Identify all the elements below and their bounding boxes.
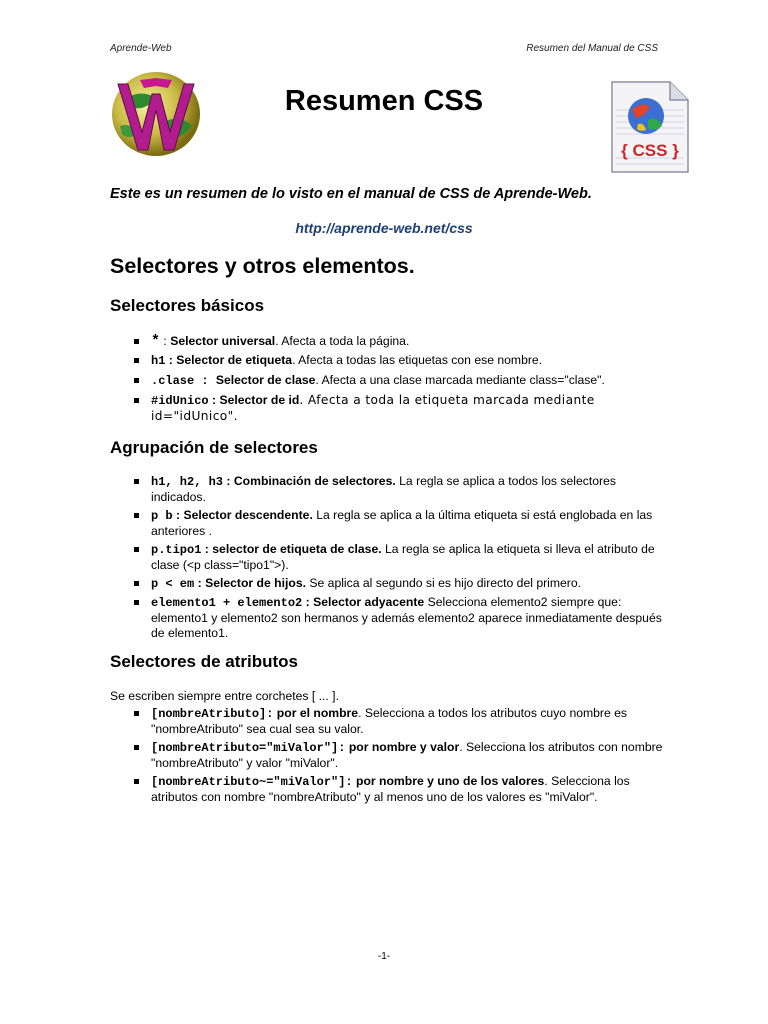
bullet-icon (134, 358, 139, 363)
bullet-icon (134, 339, 139, 344)
header-right: Resumen del Manual de CSS (526, 43, 658, 54)
bullet-icon (134, 711, 139, 716)
list-item: * : Selector universal. Afecta a toda la página. (110, 334, 670, 349)
atributos-intro: Se escriben siempre entre corchetes [ ... ]. (110, 689, 339, 703)
list-item: #idUnico : Selector de id. Afecta a toda la etiqueta marcada mediante id="idUnico". (110, 393, 670, 424)
list-item: h1 : Selector de etiqueta. Afecta a todas las etiquetas con ese nombre. (110, 353, 670, 369)
page-title: Resumen CSS (284, 85, 484, 117)
bullet-icon (134, 547, 139, 552)
list-agrupacion (110, 474, 670, 641)
list-item: p b : Selector descendente. La regla se aplica a la última etiqueta si está englobada en las anteriores . (110, 508, 670, 539)
heading-agrupacion: Agrupación de selectores (110, 438, 318, 457)
list-item: p.tipo1 : selector de etiqueta de clase. La regla se aplica la etiqueta si lleva el atributo de clase (<p class="tipo1">). (110, 542, 670, 573)
bullet-icon (134, 479, 139, 484)
list-basicos (110, 334, 670, 424)
bullet-icon (134, 513, 139, 518)
header-left: Aprende-Web (110, 43, 172, 54)
bullet-icon (134, 581, 139, 586)
list-item: p < em : Selector de hijos. Se aplica al segundo si es hijo directo del primero. (110, 576, 670, 592)
section-title: Selectores y otros elementos. (110, 254, 415, 278)
css-icon-label: { CSS } (621, 141, 679, 160)
list-item: [nombreAtributo~="miValor"]: por nombre y uno de los valores. Selecciona los atributos con nombre "nombreAtributo" y al menos uno de los valores es "miValor". (110, 774, 670, 805)
list-item: h1, h2, h3 : Combinación de selectores. La regla se aplica a todos los selectores indicados. (110, 474, 670, 505)
list-atributos (110, 706, 670, 805)
heading-basicos: Selectores básicos (110, 296, 265, 315)
bullet-icon (134, 600, 139, 605)
css-document-icon (610, 80, 690, 174)
intro-text: Este es un resumen de lo visto en el manual de CSS de Aprende-Web. (110, 186, 592, 202)
list-item: elemento1 + elemento2 : Selector adyacente Selecciona elemento2 siempre que: elemento1 y elemento2 son hermanos y además elemento2 aparece inmediatamente después de elemento1. (110, 595, 670, 641)
bullet-icon (134, 779, 139, 784)
manual-link[interactable]: http://aprende-web.net/css (295, 220, 473, 236)
bullet-icon (134, 745, 139, 750)
list-item: [nombreAtributo]: por el nombre. Selecciona a todos los atributos cuyo nombre es "nombreAtributo" sea cual sea su valor. (110, 706, 670, 737)
bullet-icon (134, 378, 139, 383)
page-number: -1- (377, 951, 391, 962)
list-item: [nombreAtributo="miValor"]: por nombre y valor. Selecciona los atributos con nombre "nombreAtributo" y valor "miValor". (110, 740, 670, 771)
bullet-icon (134, 398, 139, 403)
heading-atributos: Selectores de atributos (110, 652, 299, 671)
list-item: .clase : Selector de clase. Afecta a una clase marcada mediante class="clase". (110, 373, 670, 389)
